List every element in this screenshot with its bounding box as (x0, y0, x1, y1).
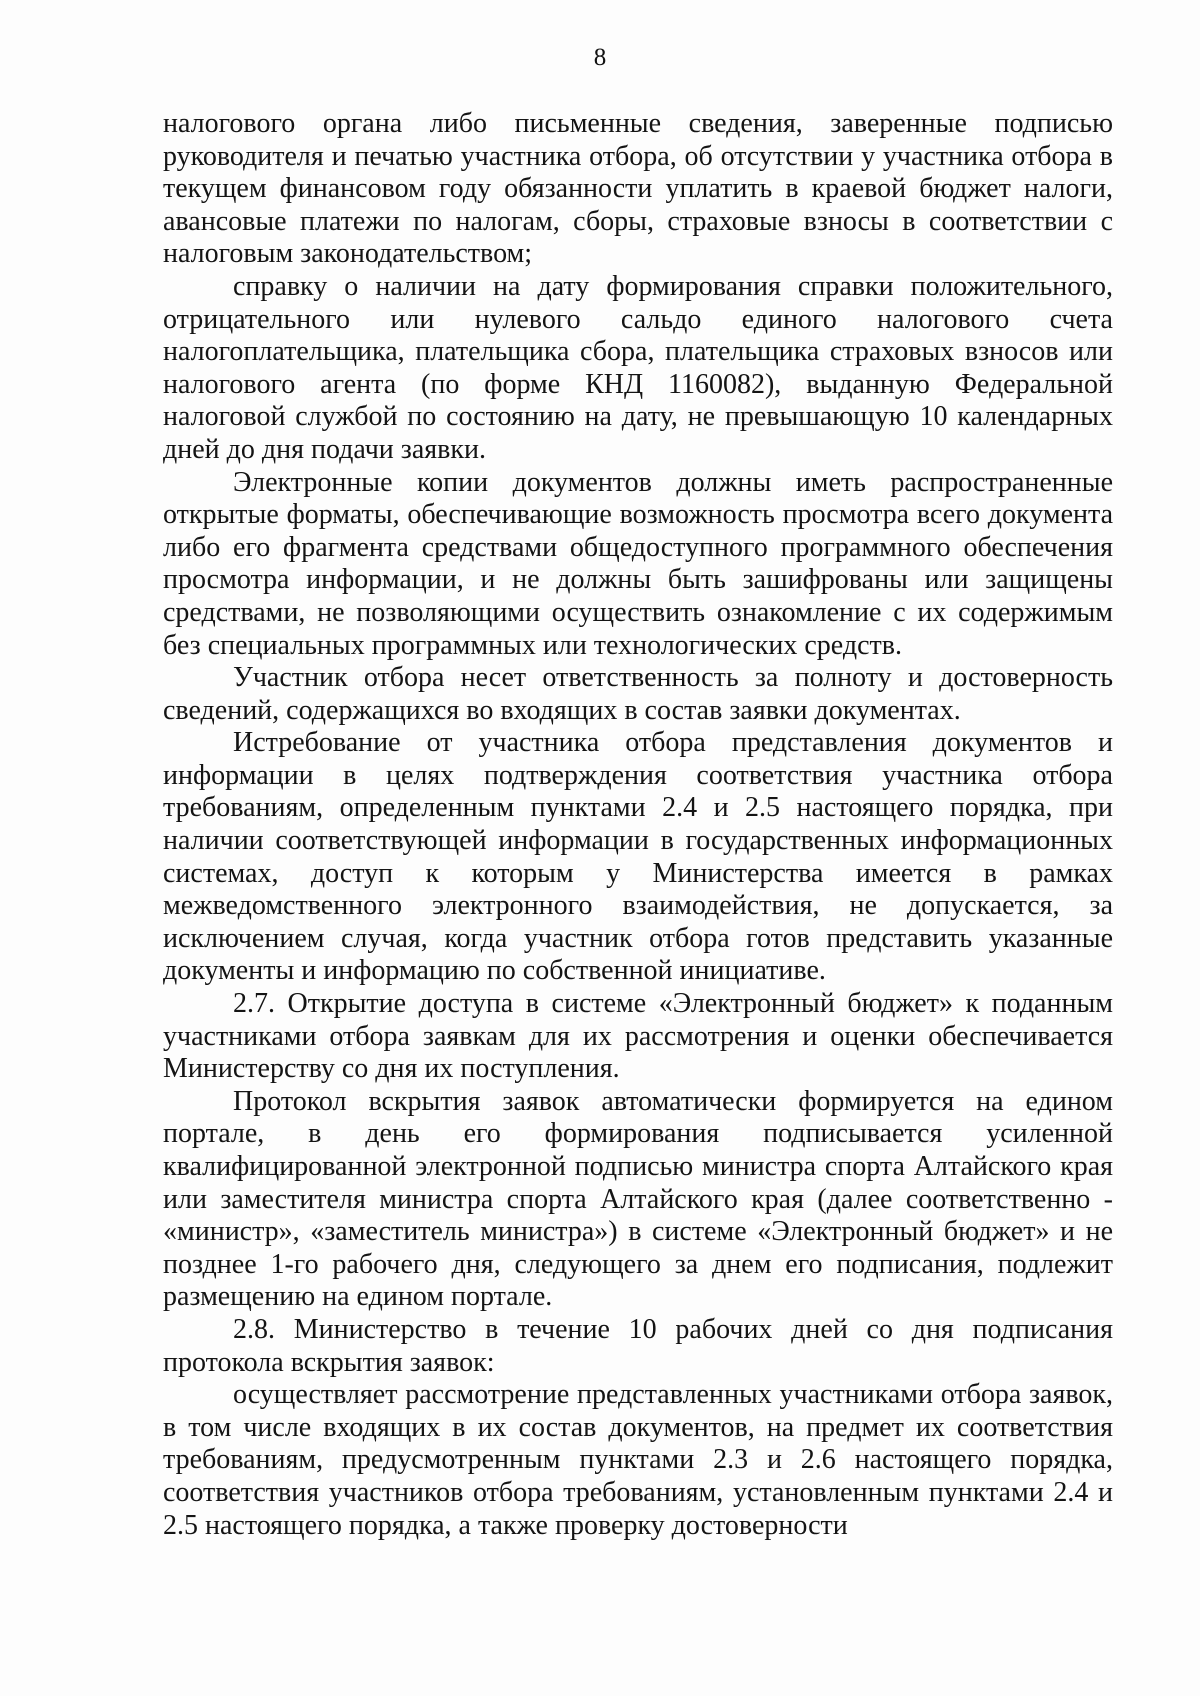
paragraph: 2.7. Открытие доступа в системе «Электронный бюджет» к поданным участниками отбора заявкам для их рассмотрения и оценки обеспечивается Министерству со дня их поступления. (163, 988, 1113, 1085)
paragraph: Протокол вскрытия заявок автоматически формируется на едином портале, в день его формирования подписывается усиленной квалифицированной электронной подписью министра спорта Алтайского края или заместителя министра спорта Алтайского края (далее соответственно - «министр», «заместитель министра») в системе «Электронный бюджет» и не позднее 1-го рабочего дня, следующего за днем его подписания, подлежит размещению на едином портале. (163, 1085, 1113, 1313)
paragraph: налогового органа либо письменные сведения, заверенные подписью руководителя и печатью участника отбора, об отсутствии у участника отбора в текущем финансовом году обязанности уплатить в краевой бюджет налоги, авансовые платежи по налогам, сборы, страховые взносы в соответствии с налоговым законодательством; (163, 108, 1113, 270)
document-body (163, 108, 1113, 1542)
paragraph: осуществляет рассмотрение представленных участниками отбора заявок, в том числе входящих в их состав документов, на предмет их соответствия требованиям, предусмотренным пунктами 2.3 и 2.6 настоящего порядка, соответствия участников отбора требованиям, установленным пунктами 2.4 и 2.5 настоящего порядка, а также проверку достоверности (163, 1379, 1113, 1541)
paragraph: Истребование от участника отбора представления документов и информации в целях подтверждения соответствия участника отбора требованиям, определенным пунктами 2.4 и 2.5 настоящего порядка, при наличии соответствующей информации в государственных информационных системах, доступ к которым у Министерства имеется в рамках межведомственного электронного взаимодействия, не допускается, за исключением случая, когда участник отбора готов представить указанные документы и информацию по собственной инициативе. (163, 727, 1113, 987)
page-number: 8 (593, 44, 607, 71)
paragraph: Участник отбора несет ответственность за полноту и достоверность сведений, содержащихся во входящих в состав заявки документах. (163, 662, 1113, 726)
paragraph: 2.8. Министерство в течение 10 рабочих дней со дня подписания протокола вскрытия заявок: (163, 1313, 1113, 1378)
paragraph: справку о наличии на дату формирования справки положительного, отрицательного или нулевого сальдо единого налогового счета налогоплательщика, плательщика сбора, плательщика страховых взносов или налогового агента (по форме КНД 1160082), выданную Федеральной налоговой службой по состоянию на дату, не превышающую 10 календарных дней до дня подачи заявки. (163, 270, 1113, 465)
paragraph: Электронные копии документов должны иметь распространенные открытые форматы, обеспечивающие возможность просмотра всего документа либо его фрагмента средствами общедоступного программного обеспечения просмотра информации, и не должны быть зашифрованы или защищены средствами, не позволяющими осуществить ознакомление с их содержимым без специальных программных или технологических средств. (163, 466, 1113, 661)
